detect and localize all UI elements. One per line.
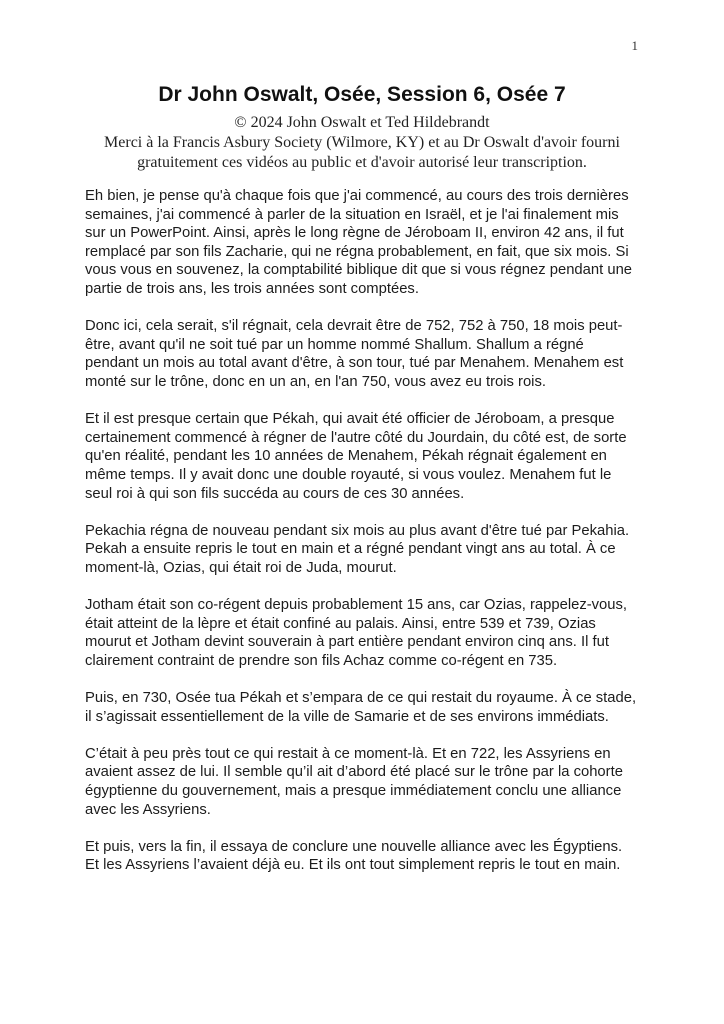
paragraph: Donc ici, cela serait, s'il régnait, cela devrait être de 752, 752 à 750, 18 mois peut-être, avant qu'il ne soit tué par un homme nommé Shallum. Shallum a régné pendant un mois au total avant d'être, à son tour, tué par Menahem. Menahem est monté sur le trône, donc en un an, en l'an 750, vous avez eu trois rois. — [85, 318, 624, 390]
copyright-line: © 2024 John Oswalt et Ted Hildebrandt — [234, 114, 490, 131]
paragraph: Et puis, vers la fin, il essaya de conclure une nouvelle alliance avec les Égyptiens. Et les Assyriens l’avaient déjà eu. Et ils ont tout simplement repris le tout en main. — [85, 838, 623, 874]
document-header — [0, 0, 724, 173]
document-title: Dr John Oswalt, Osée, Session 6, Osée 7 — [158, 83, 566, 106]
credit-line: Merci à la Francis Asbury Society (Wilmore, KY) et au Dr Oswalt d'avoir fourni gratuitement ces vidéos au public et d'avoir autorisé leur transcription. — [104, 134, 620, 171]
paragraph: Puis, en 730, Osée tua Pékah et s’empara de ce qui restait du royaume. À ce stade, il s’agissait essentiellement de la ville de Samarie et de ses environs immédiats. — [85, 690, 637, 725]
transcript-body — [85, 187, 640, 875]
paragraph: Eh bien, je pense qu'à chaque fois que j'ai commencé, au cours des trois dernières semaines, j'ai commencé à parler de la situation en Israël, et je l'ai finalement mis sur un PowerPoint. Ainsi, après le long règne de Jéroboam II, environ 42 ans, il fut remplacé par son fils Zacharie, qui ne régna probablement, en fait, que six mois. Si vous vous en souvenez, la comptabilité biblique dit que si vous régnez pendant une partie de trois ans, les trois années sont comptées. — [85, 188, 633, 297]
paragraph: C’était à peu près tout ce qui restait à ce moment-là. Et en 722, les Assyriens en avaient assez de lui. Il semble qu’il ait d’abord été placé sur le trône par la cohorte égyptienne du gouvernement, mais a presque immédiatement conclu une alliance avec les Assyriens. — [85, 745, 623, 818]
page-number: 1 — [631, 38, 638, 53]
paragraph: Pekachia régna de nouveau pendant six mois au plus avant d'être tué par Pekahia. Pekah a ensuite repris le tout en main et a régné pendant vingt ans au total. À ce moment-là, Ozias, qui était roi de Juda, mourut. — [85, 522, 630, 576]
paragraph: Jotham était son co-régent depuis probablement 15 ans, car Ozias, rappelez-vous, était atteint de la lèpre et était confiné au palais. Ainsi, entre 539 et 739, Ozias mourut et Jotham devint souverain à part entière pendant environ cinq ans. Il fut clairement contraint de prendre son fils Achaz comme co-régent en 735. — [85, 597, 628, 669]
paragraph: Et il est presque certain que Pékah, qui avait été officier de Jéroboam, a presque certainement commencé à régner de l'autre côté du Jourdain, du côté est, de sorte qu'en réalité, pendant les 10 années de Menahem, Pékah régnait également en même temps. Il y avait donc une double royauté, si vous voulez. Menahem fut le seul roi à qui son fils succéda au cours de ces 30 années. — [85, 411, 627, 502]
